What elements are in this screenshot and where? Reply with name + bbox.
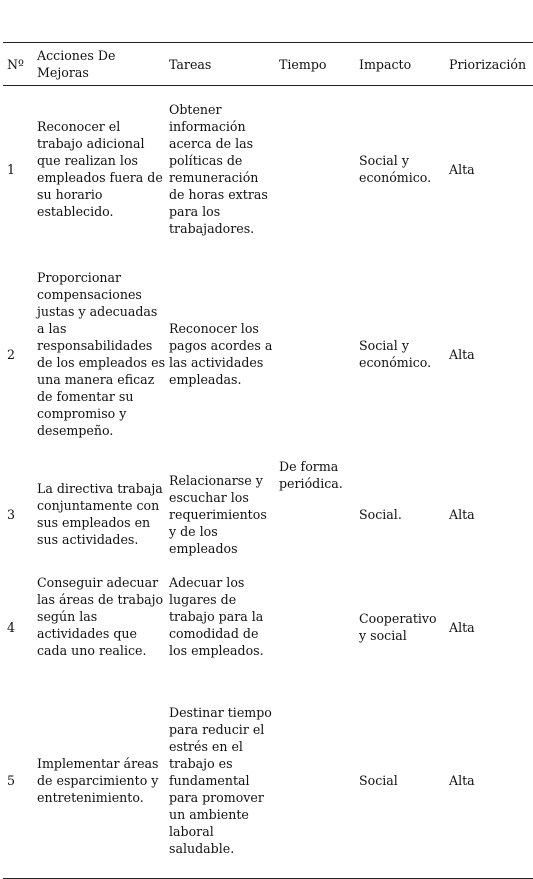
table-row — [3, 86, 533, 253]
action-plan-table — [3, 42, 533, 879]
cell-priorizacion: Alta — [449, 161, 475, 177]
cell-tiempo — [277, 572, 357, 682]
cell-tarea: Reconocer los pagos acordes a las actividades empleadas. — [169, 321, 273, 387]
cell-tiempo: De forma periódica. — [279, 459, 343, 491]
cell-impacto: Social y económico. — [359, 153, 432, 185]
header-number: Nº — [3, 43, 35, 86]
table-row — [3, 252, 533, 456]
cell-accion: La directiva trabaja conjuntamente con sus empleados en sus actividades. — [37, 481, 163, 547]
cell-impacto: Social. — [359, 506, 402, 522]
cell-tarea: Obtener información acerca de las políticas de remuneración de horas extras para los trabajadores. — [169, 102, 268, 236]
header-impacto: Impacto — [357, 43, 447, 86]
cell-tiempo — [277, 252, 357, 456]
cell-tarea: Relacionarse y escuchar los requerimientos y de los empleados — [169, 472, 267, 556]
header-tiempo: Tiempo — [277, 43, 357, 86]
header-acciones: Acciones De Mejoras — [35, 43, 167, 86]
cell-number: 5 — [3, 682, 35, 879]
cell-impacto: Cooperativo y social — [359, 611, 437, 643]
cell-impacto: Social y económico. — [359, 338, 432, 370]
cell-accion: Conseguir adecuar las áreas de trabajo según las actividades que cada uno realice. — [37, 575, 164, 658]
cell-priorizacion: Alta — [449, 346, 475, 362]
table-body — [3, 86, 533, 879]
cell-tarea: Destinar tiempo para reducir el estrés en el trabajo es fundamental para promover un ambiente laboral saludable. — [167, 682, 277, 879]
cell-number: 3 — [7, 506, 16, 522]
header-priorizacion: Priorización — [447, 43, 533, 86]
cell-priorizacion: Alta — [449, 619, 475, 635]
cell-tiempo — [277, 86, 357, 253]
cell-accion: Implementar áreas de esparcimiento y entretenimiento. — [35, 682, 167, 879]
cell-accion: Proporcionar compensaciones justas y adecuadas a las responsabilidades de los empleados es una manera eficaz de fomentar su compromiso y desempeño. — [37, 270, 166, 438]
cell-accion: Reconocer el trabajo adicional que realizan los empleados fuera de su horario establecido. — [37, 119, 163, 219]
table-row — [3, 572, 533, 682]
table-header — [3, 43, 533, 86]
cell-number: 1 — [7, 161, 16, 177]
table-row — [3, 682, 533, 879]
cell-priorizacion: Alta — [447, 682, 533, 879]
header-row — [3, 43, 533, 86]
cell-tarea: Adecuar los lugares de trabajo para la comodidad de los empleados. — [169, 575, 264, 658]
cell-number: 4 — [7, 619, 16, 635]
table-row — [3, 456, 533, 572]
cell-tiempo — [277, 682, 357, 879]
header-tareas: Tareas — [167, 43, 277, 86]
cell-number: 2 — [7, 346, 16, 362]
cell-priorizacion: Alta — [449, 506, 475, 522]
cell-impacto: Social — [357, 682, 447, 879]
